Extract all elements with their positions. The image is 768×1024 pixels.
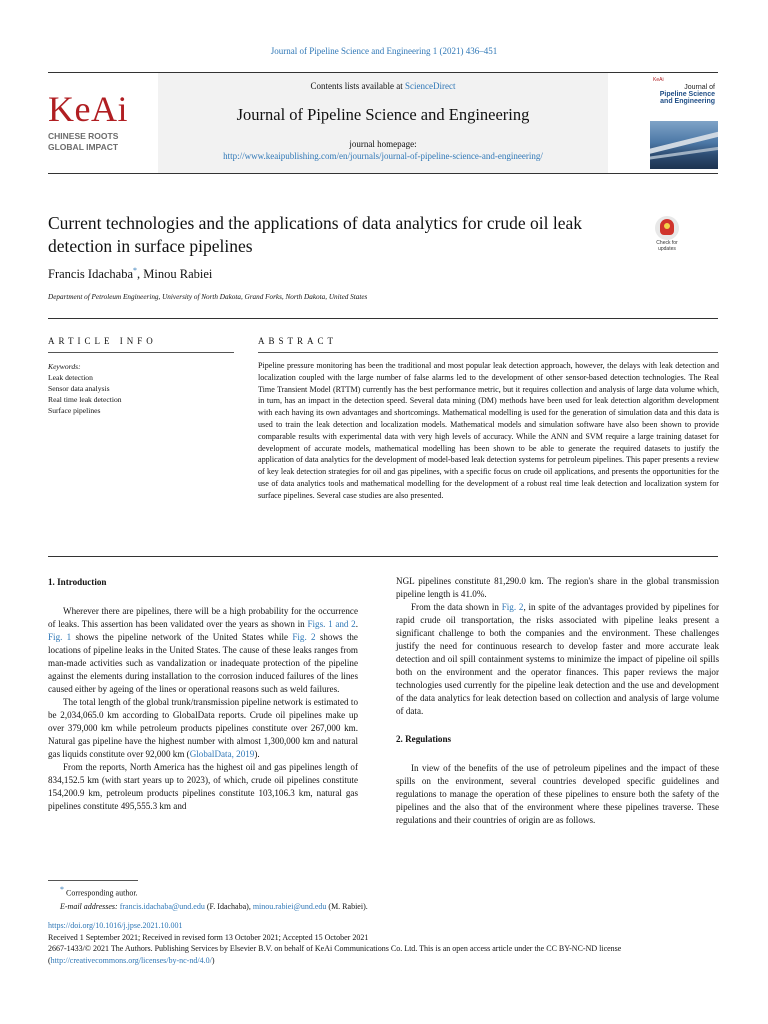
corresponding-author-note: Corresponding author.: [66, 888, 138, 898]
doi-link[interactable]: https://doi.org/10.1016/j.jpse.2021.10.001: [48, 921, 183, 930]
author-2[interactable]: Minou Rabiei: [143, 267, 213, 282]
cover-title-line-3: and Engineering: [660, 98, 715, 105]
paragraph: NGL pipelines constitute 81,290.0 km. The region's share in the global transmission pipeline length is 41.0%.: [396, 576, 719, 599]
journal-title: Journal of Pipeline Science and Engineering: [236, 105, 530, 124]
fig-1-link[interactable]: Fig. 1: [48, 632, 72, 642]
article-title: Current technologies and the applications of data analytics for crude oil leak detection in surface pipelines: [48, 213, 583, 256]
masthead: [48, 72, 718, 174]
keai-logo: [48, 91, 138, 153]
keyword-item: Sensor data analysis: [48, 384, 110, 393]
homepage-label: journal homepage:: [349, 139, 417, 149]
keyword-item: Real time leak detection: [48, 395, 122, 404]
paragraph: From the data shown in Fig. 2, in spite of the advantages provided by pipelines for rapid crude oil transportation, the risks associated with pipeline leaks present a significant challenge to both the companies and the environment. These challenges justify the need for continuous research to develop faster and more accurate leak detection and oil spill containment systems to minimize the impact of pipeline oil spills both on the environment and the operator finances. This paper reviews the major technologies used currently for the pipeline leak detection and the use and development of the data analytics for leak detection based on collection and analysis of large volume of data.: [396, 602, 720, 716]
divider-abstract: [48, 556, 718, 557]
keai-logo-tagline: [48, 131, 138, 153]
keyword-item: Leak detection: [48, 373, 93, 382]
journal-citation[interactable]: Journal of Pipeline Science and Engineering 1 (2021) 436–451: [270, 46, 498, 56]
license-link[interactable]: http://creativecommons.org/licenses/by-nc-nd/4.0/: [50, 955, 212, 965]
contents-line: [158, 81, 608, 91]
cover-title-line-2: Pipeline Science: [659, 91, 715, 98]
paragraph: In view of the benefits of the use of petroleum pipelines and the impact of these spills on the environment, several countries developed specific guidelines and regulations to manage the operation of these pipelines to ensure both the safety of the pipelines and the also that of the environment where these pipelines traverse. These regulations and their countries of origin are as follows.: [396, 763, 719, 825]
fig-2-link[interactable]: Fig. 2: [501, 602, 524, 612]
globaldata-citation-link[interactable]: GlobalData, 2019: [189, 749, 255, 759]
abstract-text: Pipeline pressure monitoring has been the traditional and most popular leak detection approach, however, the delays with leak detection and localization coupled with the large number of false alarms led to the development of other sensor-based detection technologies. The Real Time Transient Model (RTTM) currently has the best performance metric, but it requires collection and analysis of large data volume which, in turn, has an impact in the detection speed. Several data mining (DM) methods have been used for leak detection algorithm development with each having its own advantages and shortcomings. Mathematical modelling is used for the generation of simulation data and this data is used to train the leak detection and localization models. Mathematical models and simulation software have also been shown to provide comparable results with experimental data with very high levels of accuracy. While the ANN and SVM require a large training dataset for development of accurate models, mathematical modelling has been shown to be able to generate the required datasets to justify the application of data analytics for the development of model-based leak detection systems for petroleum pipelines. This paper presents a review of key leak detection strategies for oil and gas pipelines, with a specific focus on crude oil applications, and presents the opportunities for the use of data analytics tools and mathematical modelling for the development of a robust real time leak detection and localization system for surface pipelines. Several case studies are also presented.: [258, 361, 719, 500]
affiliation: Department of Petroleum Engineering, University of North Dakota, Grand Forks, North Dakota, United States: [48, 293, 368, 301]
footnote-mark: *: [60, 885, 64, 894]
figs-1-2-link[interactable]: Figs. 1 and 2: [307, 619, 356, 629]
keywords: [48, 361, 238, 416]
received-dates: Received 1 September 2021; Received in revised form 13 October 2021; Accepted 15 October 2021: [48, 932, 369, 942]
keyword-item: Surface pipelines: [48, 406, 101, 415]
paragraph: From the reports, North America has the highest oil and gas pipelines length of 834,152.5 km (with start years up to 2023), of which, crude oil pipelines constitute 154,200.9 km, petroleum products pipelines constitute 103,106.3 km, natural gas pipelines constitute 495,555.3 km and: [48, 762, 358, 811]
divider-top: [48, 318, 718, 319]
keai-tagline-line-2: GLOBAL IMPACT: [48, 142, 119, 152]
cover-brand: KeAi: [653, 77, 664, 83]
crossmark-text-1: Check for: [656, 240, 678, 246]
crossmark-text-2: updates: [658, 246, 676, 252]
footnote: * Corresponding author. E-mail addresses: francis.idachaba@und.edu (F. Idachaba), minou.rabiei@und.edu (M. Rabiei).: [60, 885, 368, 911]
contents-prefix: Contents lists available at: [310, 81, 405, 91]
paragraph: Wherever there are pipelines, there will be a high probability for the occurrence of leaks. This assertion has been validated over the years as shown in Figs. 1 and 2. Fig. 1 shows the pipeline network of the United States while Fig. 2 shows the locations of pipeline leaks in the United States. The cause of these leaks ranges from man-made activities such as vandalization or inadequate protection of the pipeline against the elements during installation to the corrosion induced failures of the lines caused either by ageing of the lines or operational reasons such as weld failures.: [48, 606, 358, 694]
body-column-right: [396, 575, 719, 827]
article-metadata: [48, 920, 720, 966]
email-label: E-mail addresses:: [60, 901, 120, 911]
corresponding-author-mark[interactable]: *: [133, 266, 138, 275]
masthead-center: [158, 73, 608, 173]
keai-tagline-line-1: CHINESE ROOTS: [48, 131, 119, 141]
email-link-idachaba[interactable]: francis.idachaba@und.edu: [119, 901, 205, 911]
homepage-url-link[interactable]: http://www.keaipublishing.com/en/journals/journal-of-pipeline-science-and-engineering/: [223, 151, 543, 161]
author-1[interactable]: Francis Idachaba: [48, 267, 134, 282]
section-heading-introduction: 1. Introduction: [48, 577, 107, 587]
section-heading-regulations: 2. Regulations: [396, 734, 452, 744]
authors: [48, 266, 212, 282]
email-link-rabiei[interactable]: minou.rabiei@und.edu: [252, 901, 327, 911]
article-info-heading: ARTICLE INFO: [48, 336, 157, 346]
keai-logo-word: KeAi: [48, 89, 128, 129]
fig-2-link[interactable]: Fig. 2: [292, 632, 316, 642]
paragraph: The total length of the global trunk/transmission pipeline network is estimated to be 2,034,065.0 km according to GlobalData reports. Crude oil pipelines make up over 379,000 km while petroleum products pipelines constitute over 267,000 km. Natural gas pipeline have the highest number with almost 1,300,000 km and natural gas liquids constitute over 92,000 km (GlobalData, 2019).: [48, 697, 358, 759]
journal-cover-image[interactable]: [650, 75, 718, 169]
cover-title-line-1: Journal of: [684, 84, 715, 91]
crossmark-icon: [655, 216, 679, 240]
keywords-heading: Keywords:: [48, 362, 81, 371]
body-column-left: [48, 576, 358, 813]
author-separator: ,: [137, 267, 144, 282]
cover-title: [653, 84, 715, 105]
check-for-updates-button[interactable]: [652, 216, 682, 252]
abstract-heading: ABSTRACT: [258, 336, 338, 346]
license-text: 2667-1433/© 2021 The Authors. Publishing Services by Elsevier B.V. on behalf of KeAi Communications Co. Ltd. This is an open access article under the CC BY-NC-ND license (http://creativecommons.org/licenses/by-nc-nd/4.0/): [48, 944, 622, 965]
sciencedirect-link[interactable]: ScienceDirect: [405, 81, 456, 91]
